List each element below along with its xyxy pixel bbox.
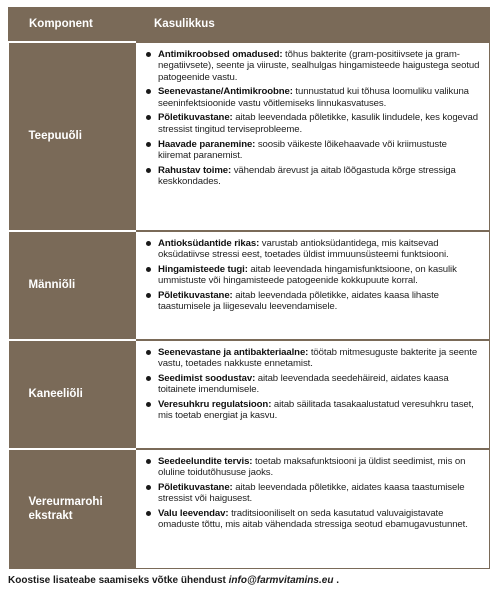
benefits-cell xyxy=(136,340,490,449)
benefits-list xyxy=(144,456,481,532)
list-item: Seenevastane ja antibakteriaalne: töötab mitmesuguste bakterite ja seente vastu, toetades nakkuste ennetamist. xyxy=(144,347,481,370)
table-row xyxy=(9,42,490,231)
list-item: Seedeelundite tervis: toetab maksafunktsiooni ja üldist seedimist, mis on oluline toidutõhususe jaoks. xyxy=(144,456,481,479)
benefits-cell xyxy=(136,231,490,340)
benefits-cell xyxy=(136,449,490,569)
footer-suffix: . xyxy=(333,575,339,586)
bullet-icon xyxy=(146,267,151,272)
bullet-icon xyxy=(146,376,151,381)
contact-footer xyxy=(8,575,339,586)
component-name: Kaneeliõli xyxy=(9,340,136,449)
list-item: Antimikroobsed omadused: tõhus bakterite (gram-positiivsete ja gram-negatiivsete), seente ja viiruste, sealhulgas hingamisteede haigustega seotud patogeenide vastu. xyxy=(144,49,481,84)
email-link[interactable]: info@farmvitamins.eu xyxy=(228,575,334,586)
list-item: Põletikuvastane: aitab leevendada põletikke, aidates kaasa lihaste taastumisele ja liigesevalu leevendamisele. xyxy=(144,290,481,313)
bullet-icon xyxy=(146,241,151,246)
bullet-icon xyxy=(146,511,151,516)
bullet-icon xyxy=(146,89,151,94)
bullet-icon xyxy=(146,350,151,355)
benefits-list xyxy=(144,347,481,423)
bullet-icon xyxy=(146,168,151,173)
table-row xyxy=(9,449,490,569)
list-item: Seedimist soodustav: aitab leevendada seedehäireid, aidates kaasa toitainete imendumisele. xyxy=(144,373,481,396)
component-name: Teepuuõli xyxy=(9,42,136,231)
ingredients-table xyxy=(8,7,490,569)
list-item: Põletikuvastane: aitab leevendada põletikke, kasulik lindudele, kes kogevad stressist tingitud terviseprobleeme. xyxy=(144,112,481,135)
header-komponent: Komponent xyxy=(9,8,136,42)
table-header-row xyxy=(9,8,490,42)
list-item: Haavade paranemine: soosib väikeste lõikehaavade või kriimustuste kiiremat paranemist. xyxy=(144,139,481,162)
bullet-icon xyxy=(146,293,151,298)
benefits-cell xyxy=(136,42,490,231)
bullet-icon xyxy=(146,142,151,147)
bullet-icon xyxy=(146,459,151,464)
component-name: Vereurmarohi ekstrakt xyxy=(9,449,136,569)
bullet-icon xyxy=(146,485,151,490)
benefits-list xyxy=(144,238,481,314)
list-item: Põletikuvastane: aitab leevendada põletikke, aidates kaasa taastumisele stressist või haigusest. xyxy=(144,482,481,505)
list-item: Antioksüdantide rikas: varustab antioksüdantidega, mis kaitsevad oksüdatiivse stressi eest, toetades üldist immuunsüsteemi funktsiooni. xyxy=(144,238,481,261)
bullet-icon xyxy=(146,52,151,57)
list-item: Hingamisteede tugi: aitab leevendada hingamisfunktsioone, on kasulik ummistuste või hingamisteede patogeenide kokkupuute korral. xyxy=(144,264,481,287)
bullet-icon xyxy=(146,402,151,407)
footer-text: Koostise lisateabe saamiseks võtke ühendust xyxy=(8,575,229,586)
benefits-list xyxy=(144,49,481,189)
header-kasulikkus: Kasulikkus xyxy=(136,8,490,42)
list-item: Rahustav toime: vähendab ärevust ja aitab lõõgastuda kõrge stressiga keskkondades. xyxy=(144,165,481,188)
table-row xyxy=(9,231,490,340)
bullet-icon xyxy=(146,115,151,120)
list-item: Valu leevendav: traditsiooniliselt on seda kasutatud valuvaigistavate omaduste tõttu, mis aitab vähendada stressiga seotud ebamugavustunnet. xyxy=(144,508,481,531)
list-item: Veresuhkru regulatsioon: aitab säilitada tasakaalustatud veresuhkru taset, mis toetab energiat ja kasvu. xyxy=(144,399,481,422)
table-row xyxy=(9,340,490,449)
component-name: Männiõli xyxy=(9,231,136,340)
list-item: Seenevastane/Antimikroobne: tunnustatud kui tõhusa loomuliku valikuna seeninfektsioonide vastu võitlemiseks linnukasvatuses. xyxy=(144,86,481,109)
